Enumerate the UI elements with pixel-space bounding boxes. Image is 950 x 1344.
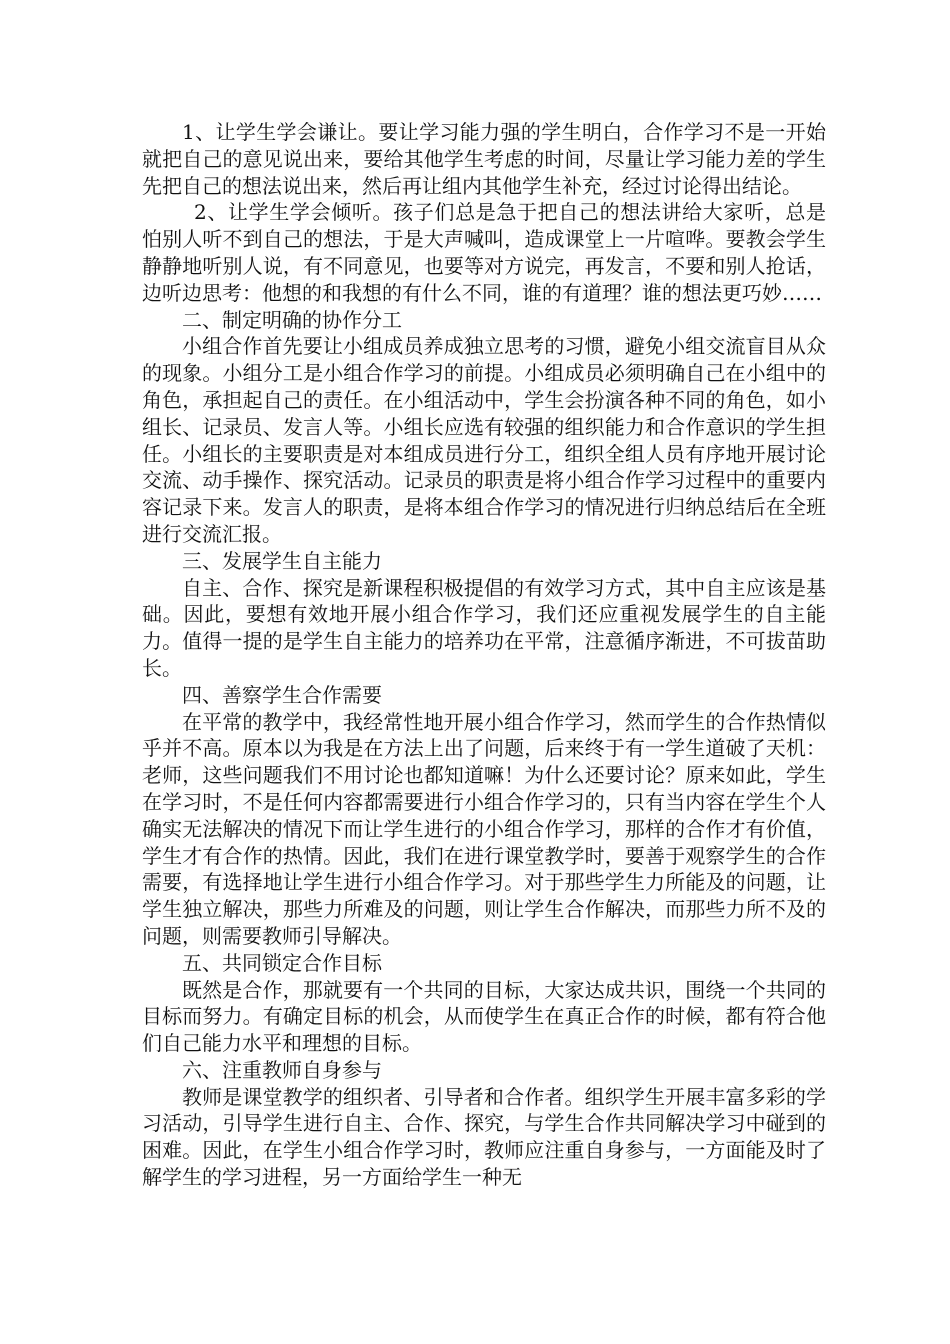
section-heading-4: 四、善察学生合作需要 bbox=[182, 682, 382, 707]
paragraph-6: 既然是合作，那就要有一个共同的目标，大家达成共识，围绕一个共同的目标而努力。有确定目标的机会，从而使学生在真正合作的时候，都有符合他们自己能力水平和理想的目标。 bbox=[142, 977, 826, 1056]
paragraph-5: 在平常的教学中，我经常性地开展小组合作学习，然而学生的合作热情似乎并不高。原本以为我是在方法上出了问题，后来终于有一学生道破了天机：老师，这些问题我们不用讨论也都知道嘛！为什么还要讨论？原来如此，学生在学习时，不是任何内容都需要进行小组合作学习的，只有当内容在学生个人确实无法解决的情况下而让学生进行的小组合作学习，那样的合作才有价值，学生才有合作的热情。因此，我们在进行课堂教学时，要善于观察学生的合作需要，有选择地让学生进行小组合作学习。对于那些学生力所能及的问题，让学生独立解决，那些力所难及的问题，则让学生合作解决，而那些力所不及的问题，则需要教师引导解决。 bbox=[142, 709, 826, 948]
section-heading-6: 六、注重教师自身参与 bbox=[182, 1057, 382, 1082]
paragraph-2: 2、让学生学会倾听。孩子们总是急于把自己的想法讲给大家听，总是怕别人听不到自己的想法，于是大声喊叫，造成课堂上一片喧哗。要教会学生静静地听别人说，有不同意见，也要等对方说完，再发言，不要和别人抢话，边听边思考：他想的和我想的有什么不同，谁的有道理？谁的想法更巧妙…… bbox=[142, 200, 826, 305]
section-heading-2: 二、制定明确的协作分工 bbox=[182, 307, 402, 332]
section-heading-3: 三、发展学生自主能力 bbox=[182, 548, 382, 573]
section-heading-5: 五、共同锁定合作目标 bbox=[182, 950, 382, 975]
paragraph-3: 小组合作首先要让小组成员养成独立思考的习惯，避免小组交流盲目从众的现象。小组分工是小组合作学习的前提。小组成员必须明确自己在小组中的角色，承担起自己的责任。在小组活动中，学生会扮演各种不同的角色，如小组长、记录员、发言人等。小组长应选有较强的组织能力和合作意识的学生担任。小组长的主要职责是对本组成员进行分工，组织全组人员有序地开展讨论交流、动手操作、探究活动。记录员的职责是将小组合作学习过程中的重要内容记录下来。发言人的职责，是将本组合作学习的情况进行归纳总结后在全班进行交流汇报。 bbox=[142, 334, 826, 546]
paragraph-1: 1、让学生学会谦让。要让学习能力强的学生明白，合作学习不是一开始就把自己的意见说出来，要给其他学生考虑的时间，尽量让学习能力差的学生先把自己的想法说出来，然后再让组内其他学生补充，经过讨论得出结论。 bbox=[142, 120, 826, 198]
paragraph-4: 自主、合作、探究是新课程积极提倡的有效学习方式，其中自主应该是基础。因此，要想有效地开展小组合作学习，我们还应重视发展学生的自主能力。值得一提的是学生自主能力的培养功在平常，注意循序渐进，不可拔苗助长。 bbox=[142, 575, 826, 680]
document-page bbox=[142, 119, 826, 1191]
paragraph-7: 教师是课堂教学的组织者、引导者和合作者。组织学生开展丰富多彩的学习活动，引导学生进行自主、合作、探究，与学生合作共同解决学习中碰到的困难。因此，在学生小组合作学习时，教师应注重自身参与，一方面能及时了解学生的学习进程，另一方面给学生一种无 bbox=[142, 1084, 826, 1190]
